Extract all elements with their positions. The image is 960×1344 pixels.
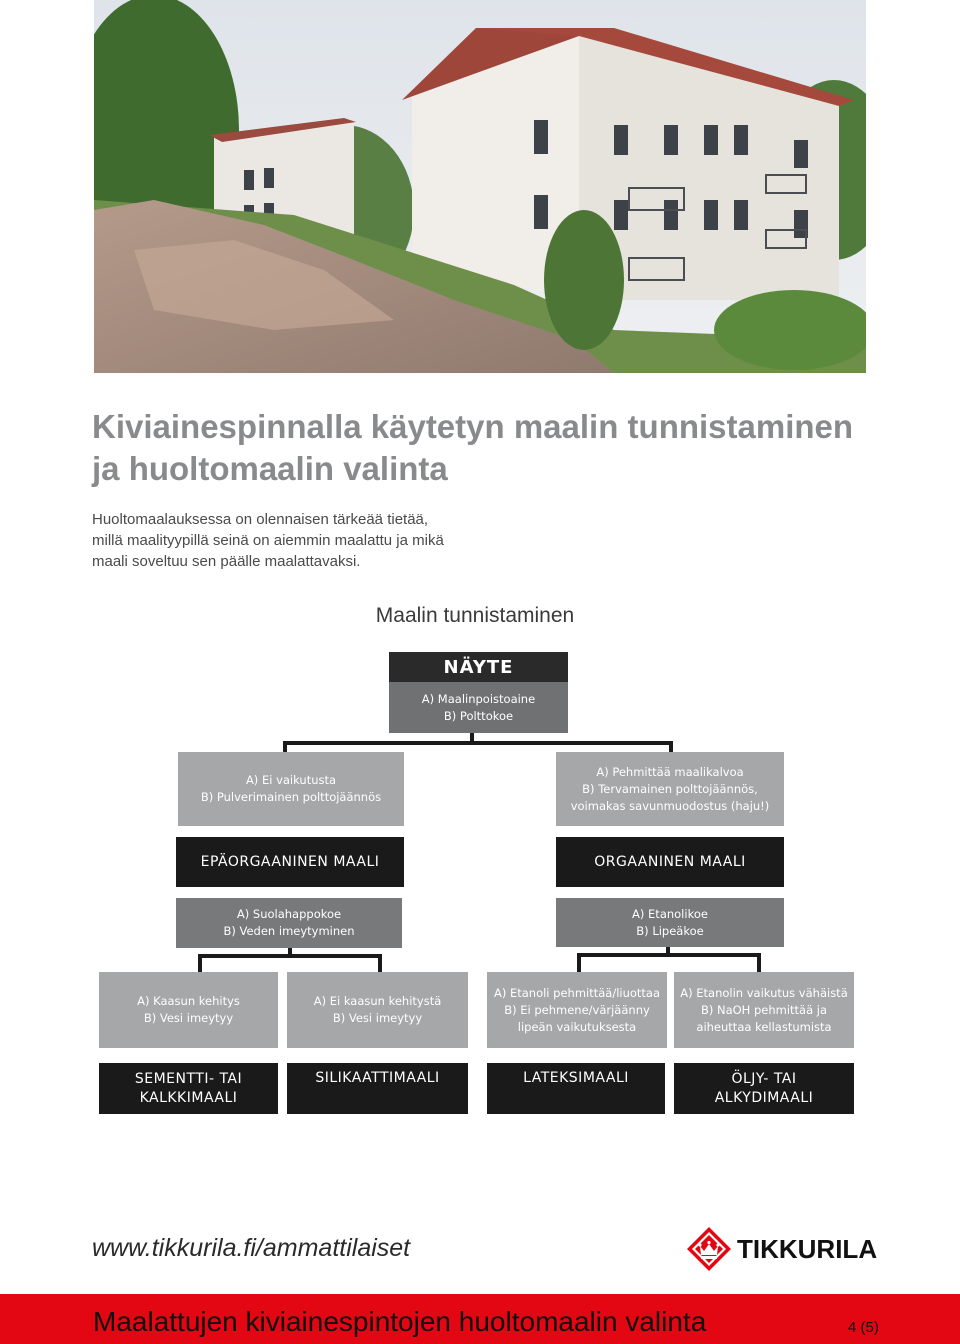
inorganic-test-a: A) Ei vaikutusta (245, 773, 337, 787)
website-link[interactable]: www.tikkurila.fi/ammattilaiset (92, 1234, 411, 1262)
organic-test-b: B) Tervamainen polttojäännös, (582, 781, 758, 796)
result-line: ÖLJY- TAI (731, 1070, 797, 1087)
result-line: ALKYDIMAALI (714, 1089, 814, 1106)
leaf-test-line: A) Kaasun kehitys (137, 994, 240, 1008)
connector-right-b (757, 953, 761, 972)
connector-level1-left (283, 741, 287, 752)
result-line: LATEKSIMAALI (523, 1070, 629, 1086)
leaf-test-line: A) Etanolin vaikutus vähäistä (680, 985, 848, 1000)
sample-box-tests (389, 682, 568, 733)
result-line: SEMENTTI- TAI (134, 1070, 243, 1087)
footer-document-title: Maalattujen kiviainespintojen huoltomaalin valinta (93, 1306, 707, 1337)
tikkurila-crown-diamond-icon (686, 1226, 732, 1272)
inorganic-subtest-a: A) Suolahappokoe (236, 907, 342, 921)
inorganic-test-box (178, 752, 404, 826)
leaf-test-cement (99, 972, 278, 1048)
result-latex-paint (487, 1063, 665, 1114)
intro-paragraph (92, 509, 512, 572)
connector-right-bar (577, 953, 761, 957)
intro-line-1: Huoltomaalauksessa on olennaisen tärkeää tietää, (92, 511, 429, 528)
connector-left-a (198, 954, 202, 972)
sample-box-title: NÄYTE (389, 652, 568, 682)
result-silicate-paint (287, 1063, 468, 1114)
page-title (92, 406, 872, 490)
inorganic-subtest-b: B) Veden imeytyminen (223, 924, 355, 938)
logo-wordmark: TIKKURILA (737, 1233, 878, 1264)
leaf-test-line: lipeän vaikutuksesta (517, 1019, 637, 1034)
intro-line-2: millä maalityypillä seinä on aiemmin maalattu ja mikä (92, 532, 444, 549)
page-title-line-2: ja huoltomaalin valinta (92, 450, 448, 487)
section-heading: Maalin tunnistaminen (375, 604, 575, 627)
leaf-test-line: B) NaOH pehmittää ja (700, 1002, 828, 1017)
organic-subtest-b: B) Lipeäkoe (636, 923, 704, 938)
inorganic-paint-box: EPÄORGAANINEN MAALI (176, 837, 404, 887)
connector-left-bar (198, 954, 382, 958)
connector-right-a (577, 953, 581, 972)
inorganic-test-b: B) Pulverimainen polttojäännös (200, 790, 382, 804)
connector-level1-right (669, 741, 673, 752)
organic-subtest-box (556, 898, 784, 947)
organic-paint-box: ORGAANINEN MAALI (556, 837, 784, 887)
result-line: SILIKAATTIMAALI (315, 1070, 440, 1086)
result-cement-lime-paint (99, 1063, 278, 1114)
leaf-test-line: B) Ei pehmene/värjäänny (504, 1002, 650, 1017)
leaf-test-line: aiheuttaa kellastumista (696, 1019, 832, 1034)
organic-test-box (556, 752, 784, 826)
leaf-test-line: B) Vesi imeytyy (332, 1011, 423, 1025)
leaf-test-latex (487, 972, 667, 1048)
sample-test-a: A) Maalinpoistoaine (421, 691, 536, 706)
intro-line-3: maali soveltuu sen päälle maalattavaksi. (92, 553, 361, 570)
building-photo (94, 0, 866, 373)
result-oil-alkyd-paint (674, 1063, 854, 1114)
connector-left-b (378, 954, 382, 972)
leaf-test-line: A) Ei kaasun kehitystä (313, 994, 442, 1008)
organic-subtest-a: A) Etanolikoe (632, 906, 708, 921)
organic-test-b-cont: voimakas savunmuodostus (haju!) (570, 798, 770, 813)
leaf-test-alkyd (674, 972, 854, 1048)
leaf-test-line: A) Etanoli pehmittää/liuottaa (493, 985, 661, 1000)
tikkurila-logo (686, 1224, 877, 1274)
organic-test-a: A) Pehmittää maalikalvoa (596, 764, 744, 779)
leaf-test-line: B) Vesi imeytyy (143, 1011, 234, 1025)
result-line: KALKKIMAALI (139, 1089, 238, 1106)
leaf-test-silicate (287, 972, 468, 1048)
inorganic-subtest-box (176, 898, 402, 948)
page-title-line-1: Kiviainespinnalla käytetyn maalin tunnistaminen (92, 408, 854, 445)
page-number: 4 (5) (848, 1319, 879, 1336)
sample-test-b: B) Polttokoe (443, 708, 514, 723)
connector-level1-bar (283, 741, 673, 745)
